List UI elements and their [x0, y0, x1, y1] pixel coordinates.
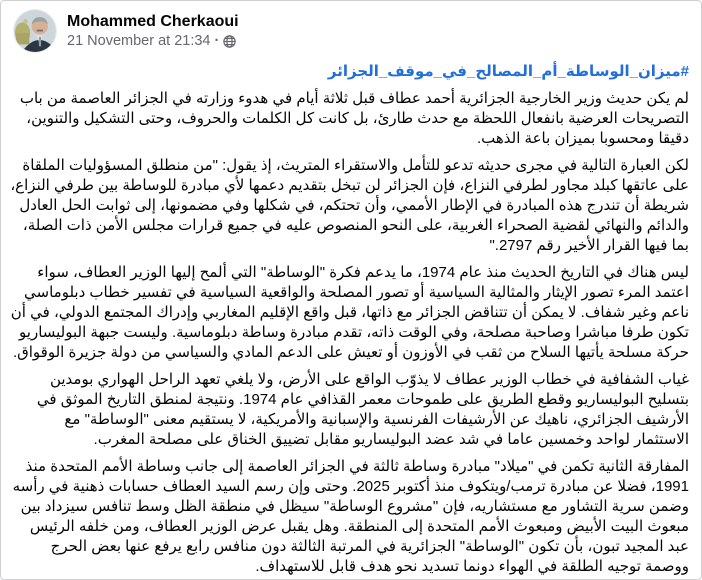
avatar[interactable] [13, 9, 57, 53]
meta-separator: · [214, 33, 220, 49]
globe-icon [223, 35, 236, 48]
post-body [1, 53, 701, 577]
post-meta [67, 32, 239, 51]
avatar-portrait-graphic [14, 10, 56, 52]
post-paragraph-1: لم يكن حديث وزير الخارجية الجزائرية أحمد عطاف قبل ثلاثة أيام في هدوء وزارته في الجزائر العاصمة من باب التصريحات العرضية بانفعال اللحظة مع حدث طارئ، بل كانت كل الكلمات والحروف، وحتى التشكيل والتنوين، دقيقا ومحسوبا بميزان باعة الذهب. [19, 90, 689, 147]
post-header [1, 1, 701, 53]
post-paragraph-5: المفارقة الثانية تكمن في "ميلاد" مبادرة وساطة ثالثة في الجزائر العاصمة إلى جانب وساطة الأمم المتحدة منذ 1991، فضلا عن مبادرة ترمب/ويتكوف منذ أكتوبر 2025. وحتى وإن رسم السيد العطاف حسابات ذهنية في رأسه وضمن سرية التشاور مع مستشاريه، فإن "مشروع الوساطة" سيظل في منطقة الظل وسط تنافس سيزداد بين مبعوث البيت الأبيض ومبعوث الأمم المتحدة إلى المنطقة. وهل يقبل عرض الوزير العطاف، ومن خلفه الرئيس عبد المجيد تبون، بأن تكون "الوساطة" الجزائرية في المرتبة الثالثة دون منافس رابع يرفع عنها بعض الحرج ووصمة توجيه الطلقة في الهواء دونما تسديد نحو هدف قابل للاستهداف. [12, 458, 689, 575]
hashtag-line [9, 62, 689, 82]
post-paragraph-3: ليس هناك في التاريخ الحديث منذ عام 1974، ما يدعم فكرة "الوساطة" التي ألمح إليها الوزير العطاف، سواء اعتمد المرء تصور الإيثار والمثالية السياسية أو تصور المصلحة والواقعية السياسية في تفسير خطاب دبلوماسي ناعم وغير شفاف. لا يمكن أن تتناقض الجزائر مع ذاتها، قبل واقع الإقليم المغاربي وإدراك المجتمع الدولي، في أن تكون طرفا مباشرا وصاحبة مصلحة، وفي الوقت ذاته، تقدم مبادرة وساطة دبلوماسية. وليست جبهة البوليساريو حركة مسلحة يأتيها السلاح من ثقب في الأوزون أو تعيش على الدعم المادي والسياسي من دولة جزيرة الوقواق. [10, 264, 689, 361]
author-name[interactable]: Mohammed Cherkaoui [67, 13, 239, 30]
timestamp[interactable]: 21 November at 21:34 [67, 33, 211, 49]
header-text [67, 11, 239, 51]
hashtag-link[interactable]: #ميزان_الوساطة_أم_المصالح_في_موقف_الجزائر [327, 63, 689, 80]
post-paragraph-4: غياب الشفافية في خطاب الوزير عطاف لا يذوّب الواقع على الأرض، ولا يلغي تعهد الراحل الهواري بومدين بتسليح البوليساريو وقطع الطريق على طموحات معمر القذافي عام 1974. ونتيجة لمنطق التاريخ الموثق في الأرشيف الجزائري، ناهيك عن الأرشيفات الفرنسية والإسبانية والأمريكية، لا يستقيم معنى "الوساطة" مع الاستثمار لواحد وخمسين عاما في شد عضد البوليساريو مقابل تضييق الخناق على مصلحة المغرب. [36, 371, 689, 448]
post-paragraph-2: لكن العبارة التالية في مجرى حديثه تدعو للتأمل والاستقراء المتريث، إذ يقول: "من منطلق المسؤوليات الملقاة على عاتقها كبلد مجاور لطرفي النزاع، فإن الجزائر لن تبخل بتقديم دعمها لأي مبادرة للوساطة بين طرفي النزاع، شريطة أن تندرج هذه المبادرة في الإطار الأممي، وأن تحتكم، في شكلها وفي مضمونها، إلى ثوابت الحل العادل والدائم والنهائي لقضية الصحراء الغربية، على النحو المنصوص عليه في جميع قرارات مجلس الأمن ذات الصلة، بما فيها القرار الأخير رقم 2797." [10, 157, 689, 254]
